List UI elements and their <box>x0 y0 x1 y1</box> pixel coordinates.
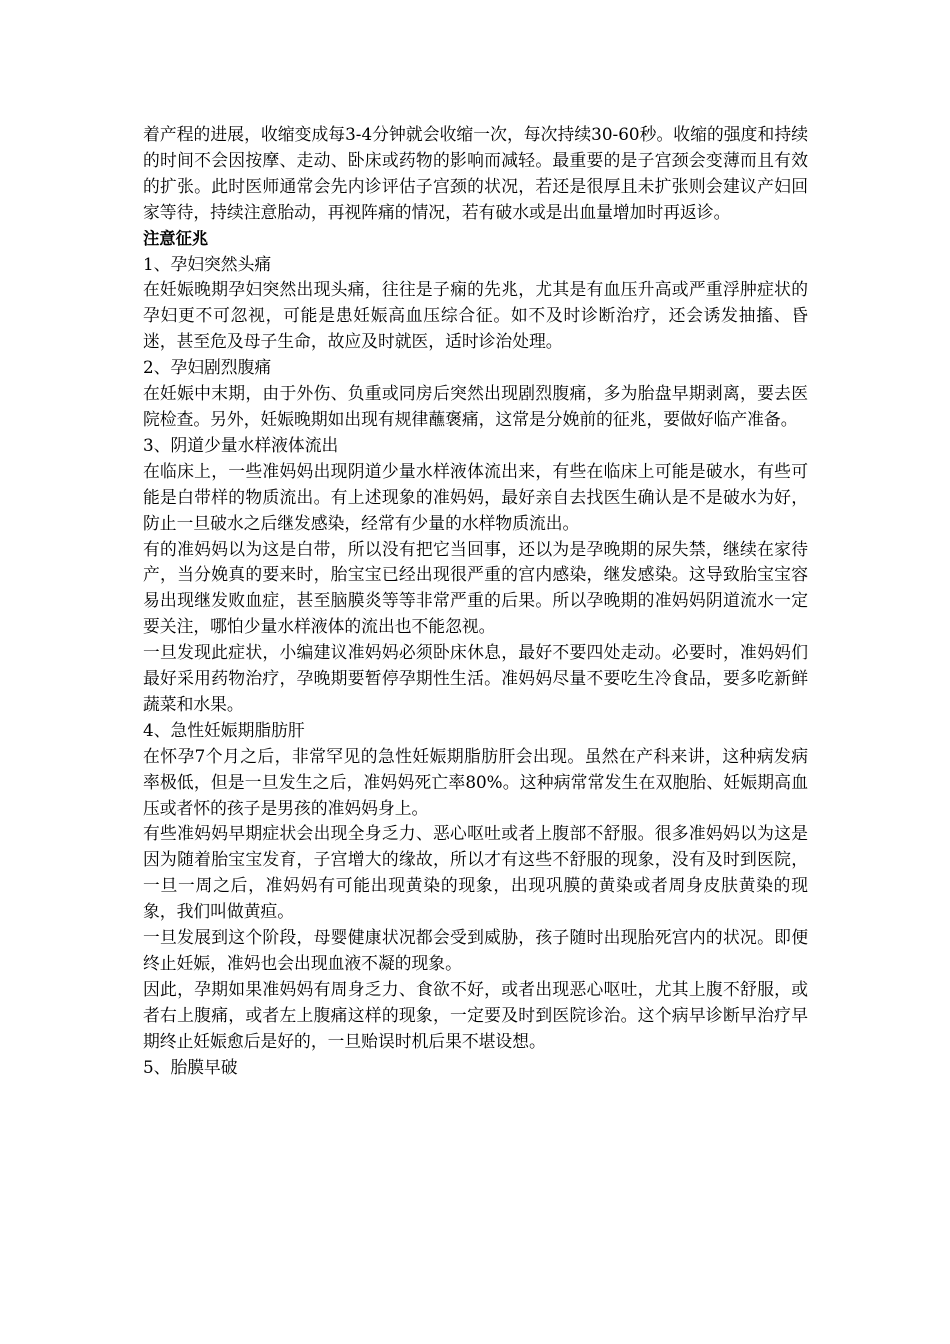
item-paragraph: 一旦发现此症状，小编建议准妈妈必须卧床休息，最好不要四处走动。必要时，准妈妈们最好采用药物治疗，孕晚期要暂停孕期性生活。准妈妈尽量不要吃生冷食品，要多吃新鲜蔬菜和水果。 <box>143 642 808 714</box>
item-paragraph: 在怀孕7个月之后，非常罕见的急性妊娠期脂肪肝会出现。虽然在产科来讲，这种病发病率极低，但是一旦发生之后，准妈妈死亡率80%。这种病常常发生在双胞胎、妊娠期高血压或者怀的孩子是男孩的准妈妈身上。 <box>143 745 808 818</box>
item-paragraph: 有些准妈妈早期症状会出现全身乏力、恶心呕吐或者上腹部不舒服。很多准妈妈以为这是因为随着胎宝宝发育，子宫增大的缘故，所以才有这些不舒服的现象，没有及时到医院，一旦一周之后，准妈妈有可能出现黄染的现象，出现巩膜的黄染或者周身皮肤黄染的现象，我们叫做黄疸。 <box>143 823 808 922</box>
item-paragraph: 在妊娠晚期孕妇突然出现头痛，往往是子痫的先兆，尤其是有血压升高或严重浮肿症状的孕妇更不可忽视，可能是患妊娠高血压综合征。如不及时诊断治疗，还会诱发抽搐、昏迷，甚至危及母子生命，故应及时就医，适时诊治处理。 <box>143 279 808 352</box>
item-2 <box>143 355 808 433</box>
intro-paragraph: 着产程的进展，收缩变成每3-4分钟就会收缩一次，每次持续30-60秒。收缩的强度和持续的时间不会因按摩、走动、卧床或药物的影响而减轻。最重要的是子宫颈会变薄而且有效的扩张。此时医师通常会先内诊评估子宫颈的状况，若还是很厚且未扩张则会建议产妇回家等待，持续注意胎动，再视阵痛的情况，若有破水或是出血量增加时再返诊。 <box>143 124 808 222</box>
item-title: 3、阴道少量水样液体流出 <box>143 434 339 455</box>
item-5 <box>143 1055 808 1081</box>
item-4 <box>143 718 808 1055</box>
item-3 <box>143 433 808 718</box>
item-title: 5、胎膜早破 <box>143 1056 238 1077</box>
item-title: 4、急性妊娠期脂肪肝 <box>143 719 305 740</box>
item-title: 1、孕妇突然头痛 <box>143 253 272 274</box>
document-page <box>143 122 808 1081</box>
item-paragraph: 在妊娠中末期，由于外伤、负重或同房后突然出现剧烈腹痛，多为胎盘早期剥离，要去医院检查。另外，妊娠晚期如出现有规律蘸褒痛，这常是分娩前的征兆，要做好临产准备。 <box>143 383 808 429</box>
item-paragraph: 一旦发展到这个阶段，母婴健康状况都会受到威胁，孩子随时出现胎死宫内的状况。即便终止妊娠，准妈也会出现血液不凝的现象。 <box>143 927 808 973</box>
item-paragraph: 因此，孕期如果准妈妈有周身乏力、食欲不好，或者出现恶心呕吐，尤其上腹不舒服，或者右上腹痛，或者左上腹痛这样的现象，一定要及时到医院诊治。这个病早诊断早治疗早期终止妊娠愈后是好的，一旦贻误时机后果不堪设想。 <box>143 978 808 1051</box>
section-heading: 注意征兆 <box>143 228 209 248</box>
item-1 <box>143 252 808 356</box>
item-paragraph: 有的准妈妈以为这是白带，所以没有把它当回事，还以为是孕晚期的尿失禁，继续在家待产，当分娩真的要来时，胎宝宝已经出现很严重的宫内感染，继发感染。这导致胎宝宝容易出现继发败血症，甚至脑膜炎等等非常严重的后果。所以孕晚期的准妈妈阴道流水一定要关注，哪怕少量水样液体的流出也不能忽视。 <box>143 538 808 637</box>
item-paragraph: 在临床上，一些准妈妈出现阴道少量水样液体流出来，有些在临床上可能是破水，有些可能是白带样的物质流出。有上述现象的准妈妈，最好亲自去找医生确认是不是破水为好，防止一旦破水之后继发感染，经常有少量的水样物质流出。 <box>143 460 808 533</box>
item-title: 2、孕妇剧烈腹痛 <box>143 357 272 378</box>
